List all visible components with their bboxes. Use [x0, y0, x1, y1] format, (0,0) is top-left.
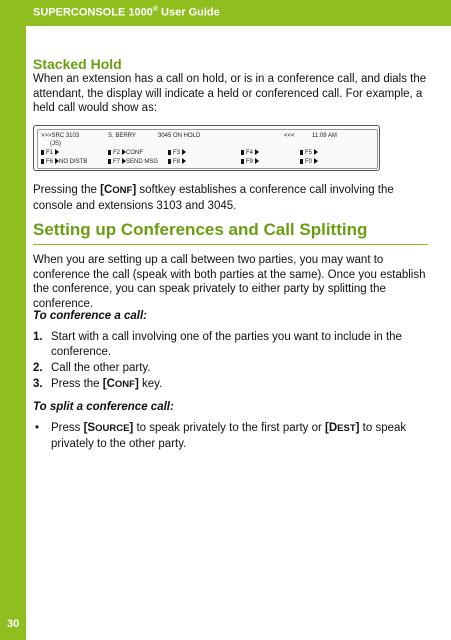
softkey-f9: F9	[241, 158, 259, 167]
display-arrows: <<<	[284, 133, 295, 139]
softkey-f6: F6 NO DISTB	[41, 158, 87, 167]
display-status: 3045 ON HOLD	[158, 133, 201, 139]
softkey-f8: F8	[168, 158, 186, 167]
display-screen	[37, 129, 378, 169]
section-paragraph: When you are setting up a call between two parties, you may want to conference the call (speak with both parties at the same). Once you establish the conference, you can speak privately to either party by splitting the conference.	[33, 254, 426, 310]
softkey-f1: F1	[41, 149, 59, 158]
header-title: SUPERCONSOLE 1000® User Guide	[33, 6, 220, 19]
console-display-example	[33, 125, 380, 171]
stacked-hold-heading: Stacked Hold	[33, 56, 122, 72]
softkey-f2: F2 CONF	[108, 149, 143, 158]
display-time: 11:09 AM	[312, 133, 337, 139]
page-sidebar	[0, 26, 26, 640]
display-src: >>>SRC 3103	[41, 133, 80, 139]
section-divider	[33, 244, 428, 245]
conf-softkey-paragraph: Pressing the [CONF] softkey establishes a conference call involving the console and extensions 3103 and 3045.	[33, 184, 394, 212]
softkey-f0: F0	[300, 158, 318, 167]
softkey-f7: F7 SEND MSG	[108, 158, 158, 167]
stacked-hold-paragraph: When an extension has a call on hold, or is in a conference call, and dials the attendant, the display will indicate a held or conferenced call. For example, a held call would show as:	[33, 73, 427, 114]
display-name: S. BERRY	[108, 133, 136, 139]
page-header	[0, 0, 451, 26]
section-heading: Setting up Conferences and Call Splitting	[33, 220, 368, 239]
softkey-f4: F4	[241, 149, 259, 158]
softkey-f5: F5	[300, 149, 318, 158]
display-initials: (JS)	[50, 141, 61, 147]
to-split-title: To split a conference call:	[33, 401, 174, 413]
softkey-f3: F3	[168, 149, 186, 158]
page-number: 30	[7, 618, 20, 630]
to-conference-title: To conference a call:	[33, 310, 147, 322]
